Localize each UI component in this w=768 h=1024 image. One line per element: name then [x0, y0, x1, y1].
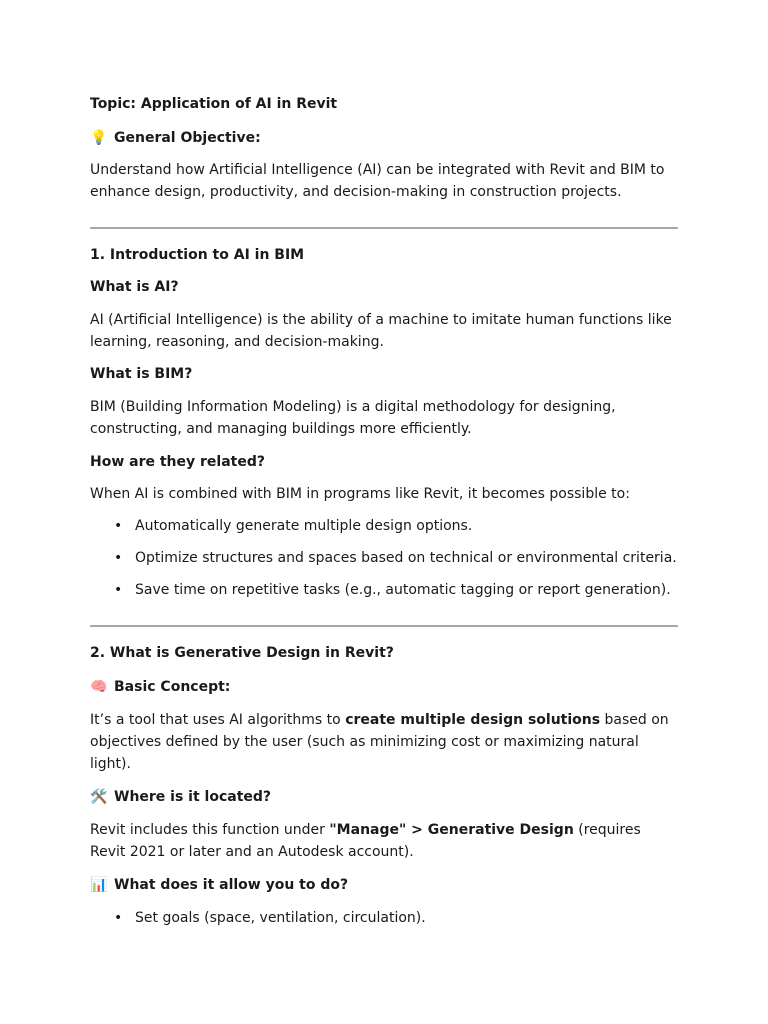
related-benefits-list [90, 515, 678, 601]
location-text-end: (requires Revit 2021 or later and an Autodesk account). [90, 822, 641, 860]
basic-concept-text [90, 709, 678, 775]
how-related-heading: How are they related? [90, 454, 265, 470]
topic-title: Topic: Application of AI in Revit [90, 96, 338, 112]
section2-title: 2. What is Generative Design in Revit? [90, 645, 394, 661]
basic-concept-heading [90, 676, 678, 698]
tools-icon: 🛠️ [90, 789, 108, 805]
allows-list [90, 907, 678, 929]
location-text-bold: "Manage" > Generative Design [329, 822, 574, 838]
brain-icon: 🧠 [90, 679, 108, 695]
location-label: Where is it located? [114, 789, 272, 805]
list-item: • Save time on repetitive tasks (e.g., automatic tagging or report generation). [114, 579, 678, 601]
allows-label: What does it allow you to do? [114, 877, 349, 893]
general-objective-heading [90, 127, 678, 149]
list-item: • Automatically generate multiple design options. [114, 515, 678, 537]
allows-heading [90, 874, 678, 896]
general-objective-label: General Objective: [114, 130, 261, 146]
section-divider [90, 227, 678, 229]
what-is-bim-text: BIM (Building Information Modeling) is a digital methodology for designing, constructing, and managing buildings more efficiently. [90, 399, 616, 437]
list-item: • Optimize structures and spaces based on technical or environmental criteria. [114, 547, 678, 569]
basic-concept-text-end: based on objectives defined by the user (such as minimizing cost or maximizing natural light). [90, 712, 669, 772]
basic-concept-text-bold: create multiple design solutions [345, 712, 601, 728]
basic-concept-text-start: It’s a tool that uses AI algorithms to [90, 712, 346, 728]
what-is-ai-text: AI (Artificial Intelligence) is the ability of a machine to imitate human functions like learning, reasoning, and decision-making. [90, 312, 672, 350]
basic-concept-label: Basic Concept: [114, 679, 231, 695]
location-text [90, 819, 678, 863]
list-item: • Set goals (space, ventilation, circulation). [114, 907, 678, 929]
what-is-bim-heading: What is BIM? [90, 366, 193, 382]
general-objective-text: Understand how Artificial Intelligence (AI) can be integrated with Revit and BIM to enhance design, productivity, and decision-making in construction projects. [90, 162, 665, 200]
section-divider [90, 625, 678, 627]
bar-chart-icon: 📊 [90, 877, 108, 893]
how-related-intro: When AI is combined with BIM in programs like Revit, it becomes possible to: [90, 486, 630, 502]
location-text-start: Revit includes this function under [90, 822, 330, 838]
lightbulb-icon: 💡 [90, 130, 108, 146]
location-heading [90, 786, 678, 808]
section1-title: 1. Introduction to AI in BIM [90, 247, 305, 263]
what-is-ai-heading: What is AI? [90, 279, 179, 295]
